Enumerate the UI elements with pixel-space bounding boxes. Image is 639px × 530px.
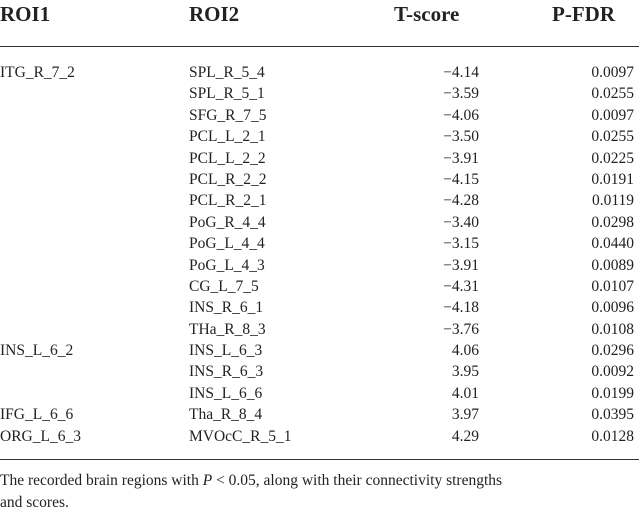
cell-roi1: ORG_L_6_3 — [0, 427, 81, 445]
cell-tscore: −4.14 — [443, 64, 479, 81]
cell-pfdr: 0.0440 — [591, 235, 634, 253]
table-row — [0, 255, 639, 276]
cell-tscore: 3.97 — [451, 406, 479, 424]
cell-tscore: −3.40 — [443, 213, 479, 231]
cell-roi1: IFG_L_6_6 — [0, 406, 74, 424]
table-row — [0, 319, 639, 340]
cell-pfdr: 0.0092 — [591, 363, 634, 381]
cell-pfdr: 0.0296 — [591, 342, 634, 360]
footnote-after: < 0.05, along with their connectivity strengths — [212, 472, 503, 489]
cell-tscore: 3.95 — [451, 363, 479, 381]
cell-pfdr: 0.0119 — [591, 192, 634, 210]
cell-roi2: INS_L_6_6 — [189, 384, 263, 402]
table-row — [0, 297, 639, 318]
cell-roi2: SFG_R_7_5 — [189, 106, 267, 124]
cell-pfdr: 0.0128 — [591, 427, 634, 445]
table-row — [0, 83, 639, 104]
table-header — [0, 0, 639, 46]
footnote-line2: and scores. — [0, 494, 69, 511]
cell-roi2: PoG_L_4_4 — [189, 235, 265, 253]
cell-roi2: INS_R_6_1 — [189, 299, 264, 317]
cell-tscore: −3.50 — [443, 128, 479, 146]
header-tscore: T-score — [394, 2, 460, 26]
header-pfdr: P-FDR — [552, 2, 615, 26]
table-row — [0, 126, 639, 147]
cell-roi2: SPL_R_5_4 — [189, 64, 265, 81]
cell-tscore: −4.18 — [443, 299, 479, 317]
cell-pfdr: 0.0108 — [591, 320, 634, 338]
cell-tscore: −4.15 — [443, 170, 479, 188]
table-row — [0, 233, 639, 254]
cell-tscore: 4.06 — [451, 342, 479, 360]
table-row — [0, 340, 639, 361]
cell-pfdr: 0.0298 — [591, 213, 634, 231]
cell-tscore: −3.59 — [443, 85, 479, 103]
cell-tscore: −3.91 — [443, 256, 479, 274]
cell-tscore: −3.76 — [443, 320, 479, 338]
cell-tscore: −4.28 — [443, 192, 479, 210]
header-divider — [0, 46, 639, 47]
table-row — [0, 169, 639, 190]
cell-roi2: Tha_R_8_4 — [189, 406, 263, 424]
cell-pfdr: 0.0395 — [591, 406, 634, 424]
cell-roi1: ITG_R_7_2 — [0, 64, 75, 81]
cell-tscore: −3.91 — [443, 149, 479, 167]
cell-pfdr: 0.0191 — [591, 170, 634, 188]
cell-pfdr: 0.0255 — [591, 85, 634, 103]
cell-roi2: THa_R_8_3 — [189, 320, 266, 338]
table-row — [0, 426, 639, 447]
table-row — [0, 148, 639, 169]
footnote-italic-p: P — [202, 472, 213, 489]
cell-pfdr: 0.0107 — [591, 277, 634, 295]
cell-roi2: PCL_L_2_2 — [189, 149, 266, 167]
table-row — [0, 105, 639, 126]
cell-tscore: −3.15 — [443, 235, 479, 253]
cell-pfdr: 0.0225 — [591, 149, 634, 167]
cell-tscore: −4.06 — [443, 106, 479, 124]
cell-roi2: CG_L_7_5 — [189, 277, 259, 295]
cell-roi2: MVOcC_R_5_1 — [189, 427, 292, 445]
cell-roi2: INS_L_6_3 — [189, 342, 263, 360]
table-row — [0, 276, 639, 297]
cell-tscore: 4.01 — [451, 384, 479, 402]
table-row — [0, 404, 639, 425]
cell-pfdr: 0.0096 — [591, 299, 634, 317]
cell-roi2: SPL_R_5_1 — [189, 85, 265, 103]
cell-tscore: −4.31 — [443, 277, 479, 295]
header-roi2: ROI2 — [189, 2, 240, 26]
cell-roi2: INS_R_6_3 — [189, 363, 264, 381]
cell-pfdr: 0.0255 — [591, 128, 634, 146]
footnote-before: The recorded brain regions with — [0, 472, 203, 489]
cell-pfdr: 0.0097 — [591, 64, 634, 81]
cell-pfdr: 0.0097 — [591, 106, 634, 124]
cell-roi2: PoG_R_4_4 — [189, 213, 266, 231]
table-row — [0, 361, 639, 382]
table-row — [0, 212, 639, 233]
cell-pfdr: 0.0199 — [591, 384, 634, 402]
cell-roi1: INS_L_6_2 — [0, 342, 74, 360]
cell-roi2: PCL_R_2_2 — [189, 170, 267, 188]
cell-roi2: PoG_L_4_3 — [189, 256, 265, 274]
table-bottom-divider — [0, 459, 639, 460]
cell-roi2: PCL_L_2_1 — [189, 128, 266, 146]
header-roi1: ROI1 — [0, 2, 51, 26]
table-row — [0, 383, 639, 404]
table-footnote — [0, 470, 639, 514]
table-body — [0, 62, 639, 447]
table-row — [0, 62, 639, 83]
cell-pfdr: 0.0089 — [591, 256, 634, 274]
table-row — [0, 190, 639, 211]
cell-tscore: 4.29 — [451, 427, 479, 445]
cell-roi2: PCL_R_2_1 — [189, 192, 267, 210]
